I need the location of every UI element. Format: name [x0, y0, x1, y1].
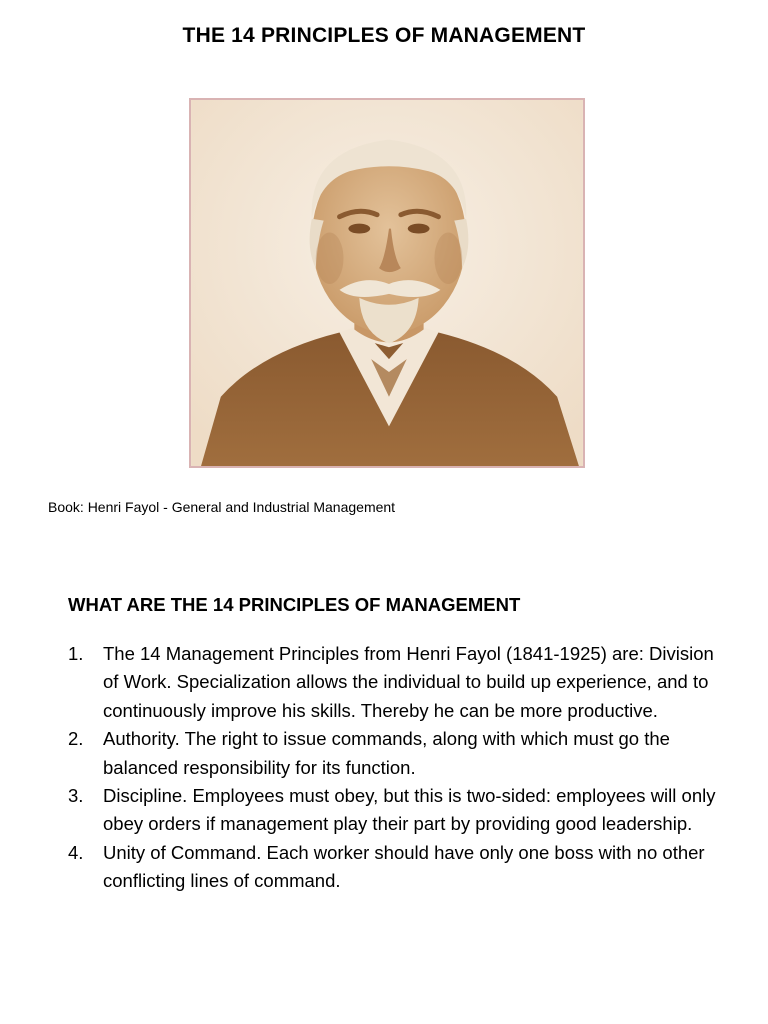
list-item-text: Discipline. Employees must obey, but this is two-sided: employees will only obey orders if management play their part by providing good leadership.: [103, 785, 716, 835]
section-heading: WHAT ARE THE 14 PRINCIPLES OF MANAGEMENT: [68, 594, 521, 615]
list-item-number: 4.: [68, 841, 84, 863]
list-item-number: 3.: [68, 785, 84, 807]
list-item: [68, 725, 718, 782]
list-item: [68, 839, 718, 896]
portrait-illustration: [191, 100, 583, 466]
list-item-text: Authority. The right to issue commands, along with which must go the balanced responsibility for its function.: [103, 728, 670, 778]
list-item-number: 1.: [68, 643, 84, 664]
list-item: [68, 782, 718, 839]
list-item: [68, 640, 718, 725]
page-title: THE 14 PRINCIPLES OF MANAGEMENT: [182, 24, 586, 47]
principles-section: [68, 594, 718, 896]
list-item-text: The 14 Management Principles from Henri Fayol (1841-1925) are: Division of Work. Specialization allows the individual to build up experience, and to continuously improve his skills. Thereby he can be more productive.: [103, 643, 714, 721]
list-item-text: Unity of Command. Each worker should have only one boss with no other conflicting lines of command.: [103, 841, 705, 892]
image-caption: Book: Henri Fayol - General and Industrial Management: [48, 499, 396, 515]
list-item-number: 2.: [68, 728, 84, 750]
principles-list: [68, 640, 718, 896]
portrait-image: [189, 98, 585, 468]
